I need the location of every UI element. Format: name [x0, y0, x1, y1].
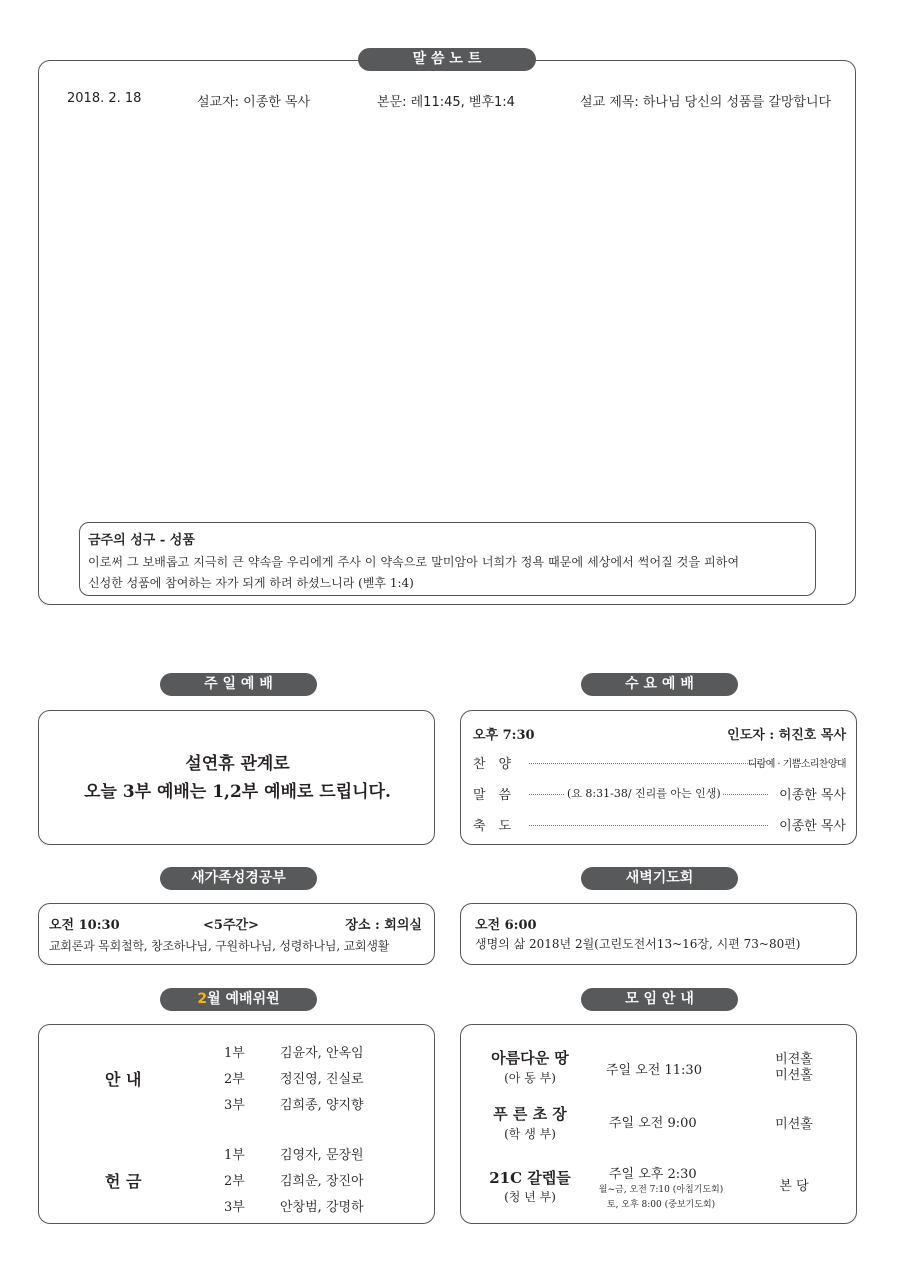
committee-names: 정진영, 진실로 [280, 1072, 364, 1087]
wednesday-leader: 인도자 : 허진호 목사 [727, 728, 846, 743]
meeting-children-place1: 비젼홀 [775, 1052, 813, 1067]
committee-part: 2부 [224, 1174, 245, 1189]
program-benediction-label: 축 도 [473, 819, 512, 834]
meeting-youth-name: 21C 갈렙들 [489, 1169, 571, 1187]
program-praise-value: 디람예 · 기쁨소리찬양대 [747, 759, 846, 770]
family-bible-time: 오전 10:30 [49, 918, 120, 933]
dotted-leader [529, 763, 758, 764]
committee-group-usher: 안 내 [105, 1070, 142, 1089]
wednesday-service-box [460, 710, 857, 845]
committee-box [38, 1024, 435, 1224]
weekly-verse-line2: 신성한 성품에 참여하는 자가 되게 하려 하셨느니라 (벧후 1:4) [88, 576, 414, 590]
committee-names: 김영자, 문장원 [280, 1148, 364, 1163]
committee-part: 3부 [224, 1098, 245, 1113]
family-bible-box [38, 903, 435, 965]
program-sermon-passage: (요 8:31-38/ 진리를 아는 인생) [567, 787, 721, 800]
program-sermon-label: 말 씀 [473, 788, 512, 803]
committee-part: 1부 [224, 1046, 245, 1061]
family-bible-place: 장소 : 회의실 [345, 918, 422, 933]
committee-title-month: 2 [197, 991, 208, 1007]
meetings-title: 모 임 안 내 [581, 988, 738, 1011]
family-bible-title: 새가족성경공부 [160, 867, 317, 890]
sunday-service-box [38, 710, 435, 845]
meeting-youth-extra2: 토, 오후 8:00 (중보기도회) [606, 1200, 716, 1210]
wednesday-time: 오후 7:30 [473, 728, 535, 743]
committee-names: 김윤자, 안옥임 [280, 1046, 364, 1061]
dotted-leader [529, 825, 768, 826]
program-praise-label: 찬 양 [473, 757, 512, 772]
meeting-youth-sub: (청 년 부) [504, 1190, 556, 1204]
dawn-prayer-box [460, 903, 857, 965]
meeting-youth-time: 주일 오후 2:30 [609, 1167, 697, 1182]
sermon-text: 본문: 레11:45, 벧후1:4 [377, 95, 515, 110]
family-bible-topics: 교회론과 목회철학, 창조하나님, 구원하나님, 성령하나님, 교회생활 [49, 939, 390, 953]
sermon-preacher: 설교자: 이종한 목사 [197, 95, 311, 110]
meeting-children-place2: 미션홀 [775, 1068, 813, 1083]
committee-title [160, 988, 317, 1011]
sunday-service-title: 주 일 예 배 [160, 673, 317, 696]
program-benediction-value: 이종한 목사 [779, 819, 846, 834]
meetings-box [460, 1024, 857, 1224]
weekly-verse-box [79, 522, 816, 596]
sermon-date: 2018. 2. 18 [67, 91, 142, 106]
meeting-youth-extra1: 월~금, 오전 7:10 (아침기도회) [598, 1185, 724, 1195]
committee-names: 김희종, 양지향 [280, 1098, 364, 1113]
sunday-service-line2: 오늘 3부 예배는 1,2부 예배로 드립니다. [84, 782, 391, 802]
committee-title-rest: 월 예배위원 [207, 991, 280, 1007]
sermon-note-box [38, 60, 856, 605]
weekly-verse-heading: 금주의 성구 - 성품 [88, 533, 195, 548]
meeting-students-name: 푸 른 초 장 [493, 1105, 567, 1123]
sermon-note-title: 말 씀 노 트 [358, 48, 536, 71]
program-sermon-value: 이종한 목사 [779, 788, 846, 803]
meeting-students-time: 주일 오전 9:00 [609, 1116, 697, 1131]
dawn-prayer-title: 새벽기도회 [581, 867, 738, 890]
weekly-verse-line1: 이로써 그 보배롭고 지극히 큰 약속을 우리에게 주사 이 약속으로 말미암아 너희가 정욕 때문에 세상에서 썩어질 것을 피하여 [88, 555, 740, 569]
meeting-children-name: 아름다운 땅 [491, 1049, 569, 1067]
committee-part: 2부 [224, 1072, 245, 1087]
meeting-children-time: 주일 오전 11:30 [606, 1063, 702, 1078]
meeting-youth-place: 본 당 [779, 1179, 809, 1194]
sermon-title: 설교 제목: 하나님 당신의 성품를 갈망합니다 [580, 95, 832, 110]
committee-part: 3부 [224, 1200, 245, 1215]
sunday-service-line1: 설연휴 관계로 [185, 754, 290, 774]
committee-part: 1부 [224, 1148, 245, 1163]
committee-group-offering: 헌 금 [105, 1172, 142, 1191]
meeting-children-sub: (아 동 부) [504, 1071, 556, 1085]
wednesday-service-title: 수 요 예 배 [581, 673, 738, 696]
dawn-prayer-time: 오전 6:00 [475, 918, 537, 933]
dawn-prayer-desc: 생명의 삶 2018년 2월(고린도전서13~16장, 시편 73~80편) [475, 937, 801, 951]
meeting-students-place: 미션홀 [775, 1117, 813, 1132]
meeting-students-sub: (학 생 부) [504, 1127, 556, 1141]
committee-names: 안창범, 강명하 [280, 1200, 364, 1215]
family-bible-duration: <5주간> [203, 918, 259, 933]
committee-names: 김희운, 장진아 [280, 1174, 364, 1189]
